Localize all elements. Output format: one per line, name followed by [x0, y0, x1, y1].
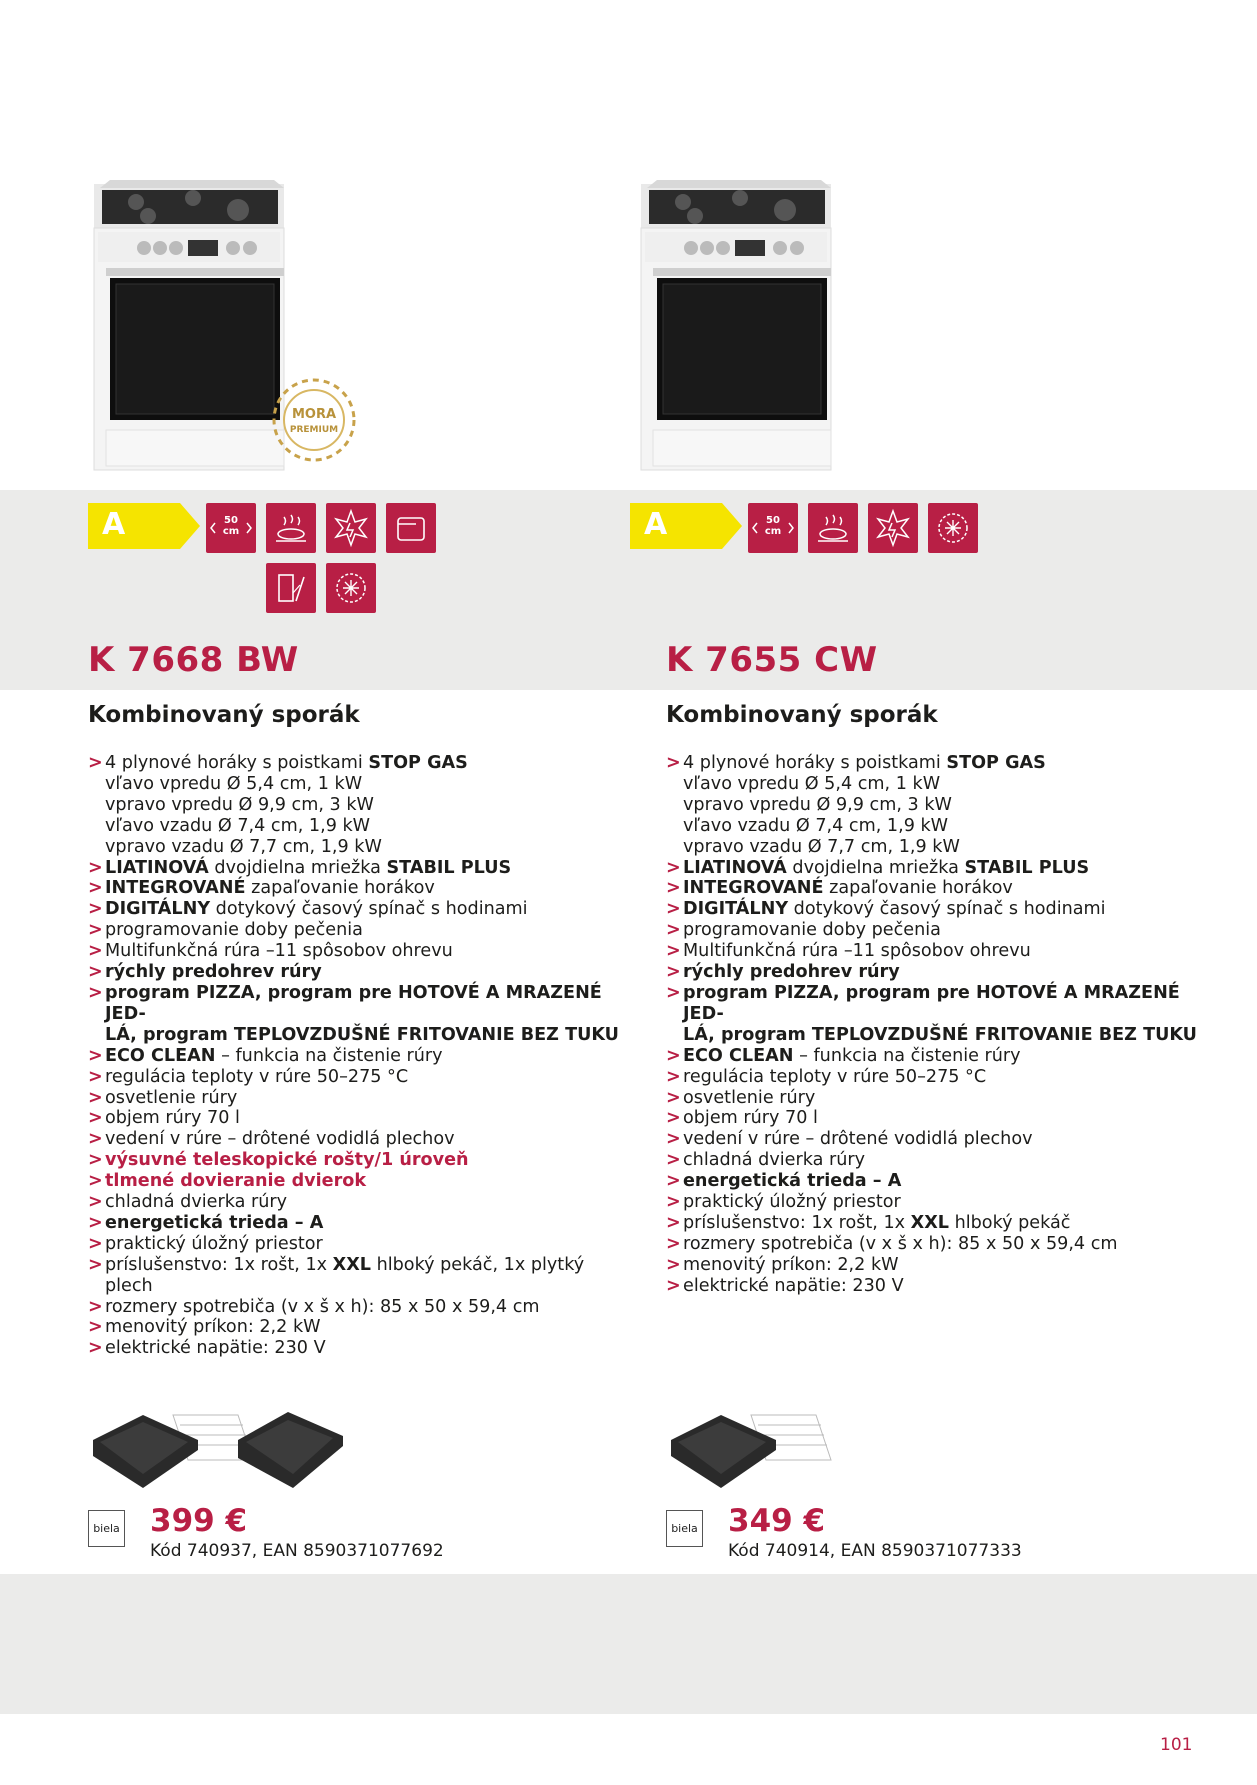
feature-item: vľavo vzadu Ø 7,4 cm, 1,9 kW: [105, 815, 371, 836]
feature-item: > objem rúry 70 l: [88, 1108, 648, 1129]
product-code: Kód 740937, EAN 8590371077692: [150, 1541, 444, 1561]
accessories-photo: [666, 1400, 886, 1500]
feature-item: > program PIZZA, program pre HOTOVÉ A MRAZENÉ JED-: [88, 983, 648, 1025]
width-unit: cm: [764, 526, 782, 537]
fan-oven-icon: [928, 503, 978, 553]
feature-item: > regulácia teploty v rúre 50–275 °C: [666, 1067, 1226, 1088]
feature-item: > INTEGROVANÉ zapaľovanie horákov: [666, 878, 1226, 899]
feature-item: > regulácia teploty v rúre 50–275 °C: [88, 1067, 648, 1088]
feature-item: > 4 plynové horáky s poistkami STOP GAS: [88, 753, 648, 774]
fan-oven-icon: [326, 563, 376, 613]
feature-item: > tlmené dovieranie dvierok: [88, 1171, 648, 1192]
feature-item: > praktický úložný priestor: [88, 1234, 648, 1255]
integrated-ignition-icon: [868, 503, 918, 553]
feature-item: > výsuvné teleskopické rošty/1 úroveň: [88, 1150, 648, 1171]
feature-item: > energetická trieda – A: [666, 1171, 1226, 1192]
feature-item: > menovitý príkon: 2,2 kW: [666, 1255, 1226, 1276]
product-code: Kód 740914, EAN 8590371077333: [728, 1541, 1022, 1561]
feature-item: > rýchly predohrev rúry: [666, 962, 1226, 983]
feature-item: vpravo vpredu Ø 9,9 cm, 3 kW: [105, 794, 374, 815]
feature-item: > energetická trieda – A: [88, 1213, 648, 1234]
feature-item: > 4 plynové horáky s poistkami STOP GAS: [666, 753, 1226, 774]
product-subtitle: Kombinovaný sporák: [666, 702, 938, 728]
integrated-ignition-icon: [326, 503, 376, 553]
accessories-photo: [88, 1400, 378, 1500]
feature-item: > elektrické napätie: 230 V: [88, 1338, 648, 1359]
feature-list: [88, 753, 648, 1359]
feature-item: > rozmery spotrebiča (v x š x h): 85 x 50 x 59,4 cm: [666, 1234, 1226, 1255]
page-number: 101: [1160, 1735, 1193, 1755]
telescopic-rails-icon: [266, 563, 316, 613]
feature-item: > DIGITÁLNY dotykový časový spínač s hodinami: [666, 899, 1226, 920]
stove-photo: [635, 180, 875, 480]
feature-item: vpravo vpredu Ø 9,9 cm, 3 kW: [683, 794, 952, 815]
feature-item: plech: [105, 1275, 153, 1296]
feature-item: > osvetlenie rúry: [666, 1088, 1226, 1109]
width-value: 50: [224, 515, 238, 526]
gas-burner-icon: [266, 503, 316, 553]
feature-item: vpravo vzadu Ø 7,7 cm, 1,9 kW: [683, 836, 960, 857]
feature-item: > Multifunkčná rúra –11 spôsobov ohrevu: [666, 941, 1226, 962]
product-card-1: [88, 0, 648, 1785]
feature-item: > ECO CLEAN – funkcia na čistenie rúry: [666, 1046, 1226, 1067]
width-50cm-icon: [206, 503, 256, 553]
product-subtitle: Kombinovaný sporák: [88, 702, 360, 728]
model-name: K 7655 CW: [666, 640, 878, 680]
feature-item: > programovanie doby pečenia: [666, 920, 1226, 941]
width-unit: cm: [222, 526, 240, 537]
feature-item: > LIATINOVÁ dvojdielna mriežka STABIL PLUS: [666, 858, 1226, 879]
feature-item: > elektrické napätie: 230 V: [666, 1276, 1226, 1297]
feature-item: > DIGITÁLNY dotykový časový spínač s hodinami: [88, 899, 648, 920]
energy-class-letter: A: [102, 507, 126, 542]
badge-top-text: MORA: [291, 407, 337, 422]
feature-item: > príslušenstvo: 1x rošt, 1x XXL hlboký pekáč, 1x plytký: [88, 1255, 648, 1276]
feature-item: > praktický úložný priestor: [666, 1192, 1226, 1213]
energy-class-label: [88, 503, 202, 549]
model-name: K 7668 BW: [88, 640, 299, 680]
gas-burner-icon: [808, 503, 858, 553]
feature-item: > menovitý príkon: 2,2 kW: [88, 1317, 648, 1338]
feature-item: > chladná dvierka rúry: [88, 1192, 648, 1213]
width-50cm-icon: [748, 503, 798, 553]
feature-list: [666, 753, 1226, 1297]
feature-item: > programovanie doby pečenia: [88, 920, 648, 941]
feature-item: > vedení v rúre – drôtené vodidlá plechov: [666, 1129, 1226, 1150]
feature-item: LÁ, program TEPLOVZDUŠNÉ FRITOVANIE BEZ TUKU: [683, 1024, 1197, 1045]
feature-item: vľavo vpredu Ø 5,4 cm, 1 kW: [683, 773, 941, 794]
width-value: 50: [766, 515, 780, 526]
feature-item: > osvetlenie rúry: [88, 1088, 648, 1109]
feature-item: vpravo vzadu Ø 7,7 cm, 1,9 kW: [105, 836, 382, 857]
feature-item: > LIATINOVÁ dvojdielna mriežka STABIL PLUS: [88, 858, 648, 879]
feature-item: > chladná dvierka rúry: [666, 1150, 1226, 1171]
feature-item: > program PIZZA, program pre HOTOVÉ A MRAZENÉ JED-: [666, 983, 1226, 1025]
energy-class-letter: A: [644, 507, 668, 542]
feature-item: > rozmery spotrebiča (v x š x h): 85 x 50 x 59,4 cm: [88, 1297, 648, 1318]
feature-item: > Multifunkčná rúra –11 spôsobov ohrevu: [88, 941, 648, 962]
premium-badge: [266, 372, 362, 468]
feature-item: > INTEGROVANÉ zapaľovanie horákov: [88, 878, 648, 899]
feature-item: > rýchly predohrev rúry: [88, 962, 648, 983]
feature-item: vľavo vzadu Ø 7,4 cm, 1,9 kW: [683, 815, 949, 836]
price: 399 €: [150, 1503, 248, 1539]
feature-item: LÁ, program TEPLOVZDUŠNÉ FRITOVANIE BEZ TUKU: [105, 1024, 619, 1045]
feature-item: > ECO CLEAN – funkcia na čistenie rúry: [88, 1046, 648, 1067]
badge-bottom-text: PREMIUM: [289, 425, 339, 435]
color-variant-label: biela: [88, 1510, 125, 1547]
price: 349 €: [728, 1503, 826, 1539]
timer-display-icon: [386, 503, 436, 553]
feature-item: vľavo vpredu Ø 5,4 cm, 1 kW: [105, 773, 363, 794]
product-card-2: [630, 0, 1197, 1785]
energy-class-label: [630, 503, 744, 549]
feature-item: > objem rúry 70 l: [666, 1108, 1226, 1129]
color-variant-label: biela: [666, 1510, 703, 1547]
feature-item: > príslušenstvo: 1x rošt, 1x XXL hlboký pekáč: [666, 1213, 1226, 1234]
feature-item: > vedení v rúre – drôtené vodidlá plechov: [88, 1129, 648, 1150]
